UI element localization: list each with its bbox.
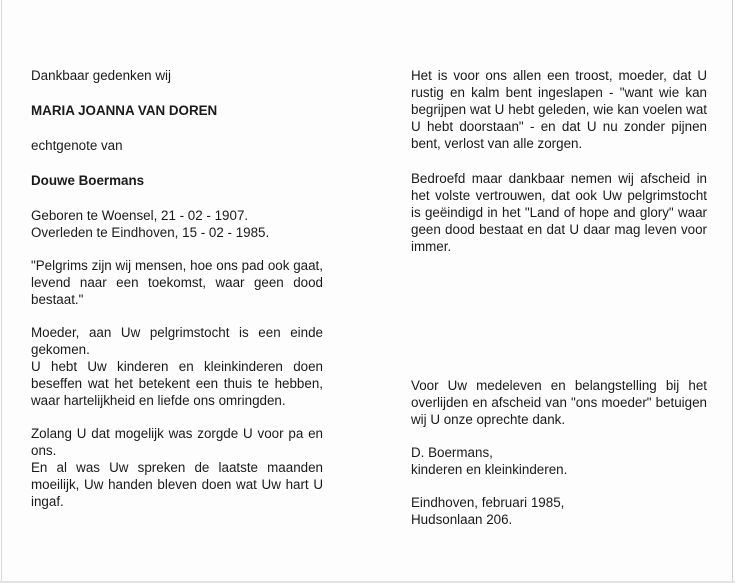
signer-name: D. Boermans, [411, 445, 493, 460]
paragraph-hands-text: En al was Uw spreken de laatste maanden moeilijk, Uw handen bleven doen wat Uw hart U ingaf. [31, 460, 323, 509]
left-column [31, 67, 323, 510]
right-column [411, 67, 707, 255]
farewell-paragraph: Bedroefd maar dankbaar nemen wij afscheid in het volste vertrouwen, dat ook Uw pelgrimstocht is geëindigd in het "Land of hope and glory" waar geen dood bestaat en dat U daar mag leven voor immer. [411, 171, 707, 254]
spouse-name: Douwe Boermans [31, 173, 145, 188]
relation-text: echtgenote van [31, 138, 123, 153]
intro-text: Dankbaar gedenken wij [31, 68, 171, 83]
comfort-paragraph: Het is voor ons allen een troost, moeder, dat U rustig en kalm bent ingeslapen - "want wie kan begrijpen wat U hebt geleden, wie kan voelen wat U hebt doorstaan" - en dat U nu zonder pijnen bent, verlost van alle zorgen. [411, 68, 707, 151]
quote-text: "Pelgrims zijn wij mensen, hoe ons pad ook gaat, levend naar een toekomst, waar geen dood bestaat." [31, 258, 323, 307]
card-left-edge [1, 0, 2, 583]
paragraph-care-text: Zolang U dat mogelijk was zorgde U voor pa en ons. [31, 426, 323, 458]
signer-family: kinderen en kleinkinderen. [411, 462, 568, 477]
thanks-block [411, 377, 707, 528]
paragraph-home-text: U hebt Uw kinderen en kleinkinderen doen beseffen wat het betekent een thuis te hebben, waar hartelijkheid en liefde ons omringden. [31, 359, 323, 408]
place-date: Eindhoven, februari 1985, [411, 495, 565, 510]
thanks-paragraph: Voor Uw medeleven en belangstelling bij het overlijden en afscheid van "ons moeder" betuigen wij U onze oprechte dank. [411, 378, 707, 427]
death-line: Overleden te Eindhoven, 15 - 02 - 1985. [31, 225, 270, 240]
card-right-edge [732, 0, 733, 583]
address-line: Hudsonlaan 206. [411, 512, 513, 527]
birth-line: Geboren te Woensel, 21 - 02 - 1907. [31, 208, 249, 223]
paragraph-end-text: Moeder, aan Uw pelgrimstocht is een einde gekomen. [31, 325, 323, 357]
deceased-name: MARIA JOANNA VAN DOREN [31, 103, 218, 118]
